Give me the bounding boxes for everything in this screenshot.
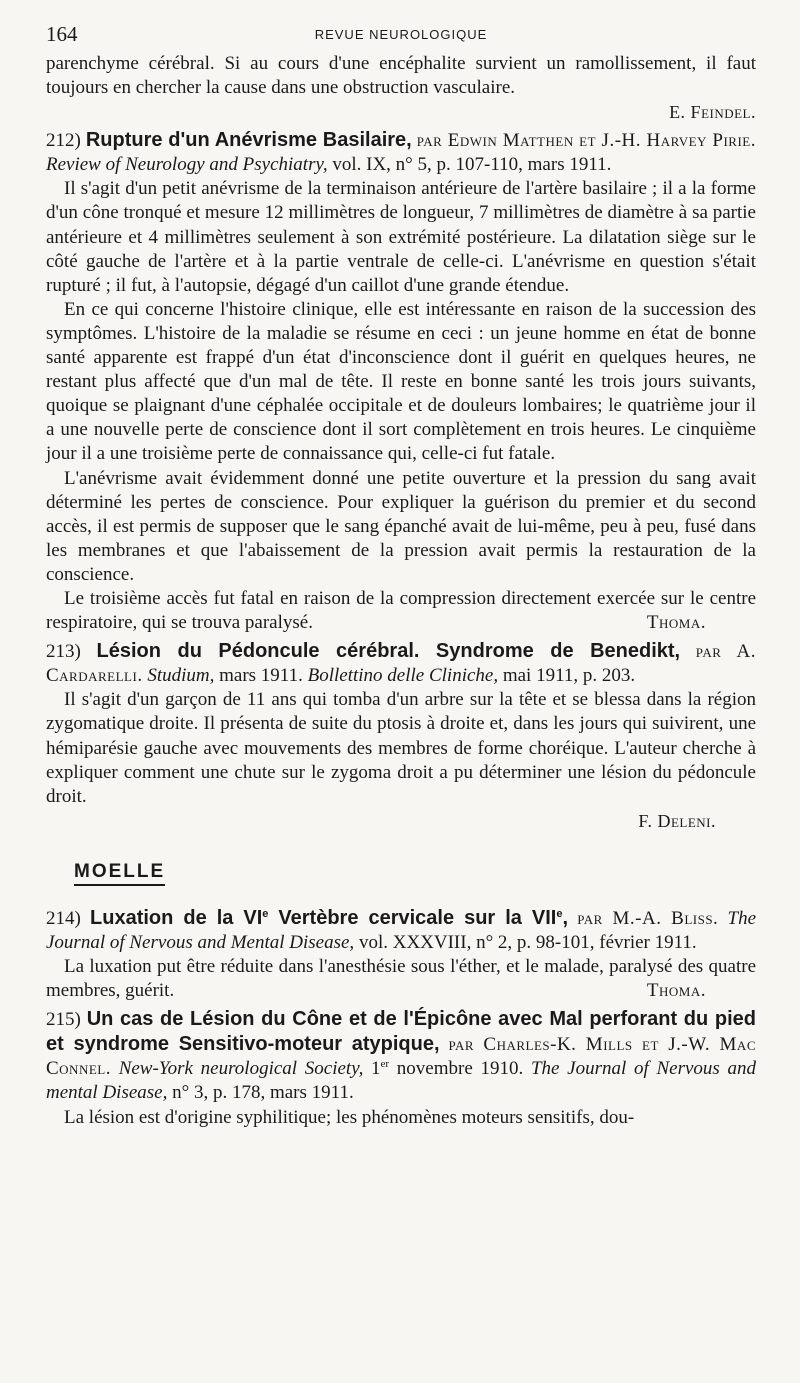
article-title: Rupture d'un Anévrisme Basilaire, — [85, 129, 412, 152]
citation-part: novembre 1910. — [389, 1058, 524, 1080]
title-part: , — [562, 906, 569, 929]
article-213 — [46, 639, 756, 833]
article-title: Lésion du Pédoncule cérébral. Syndrome de Benedikt, — [96, 640, 681, 663]
article-heading — [46, 128, 756, 177]
signature: Thoma. — [646, 980, 706, 1002]
journal-title: The Journal of Nervous and mental Disease, — [46, 1058, 757, 1104]
article-number: 215) — [46, 1009, 81, 1031]
article-212 — [46, 128, 756, 635]
body-text: Le troisième accès fut fatal en raison de la compression directement exercée sur le centre respiratoire, qui se trouva paralysé. — [46, 587, 756, 634]
article-214 — [46, 906, 756, 1003]
citation — [371, 1058, 523, 1079]
body-paragraph: Il s'agit d'un garçon de 11 ans qui tomba d'un arbre sur la tête et se blessa dans la région zygomatique droite. Il présenta de suite du ptosis à droite et, dans les jours qui suivirent, une hémiparésie gauche avec mouvements des membres de forme choréique. L'auteur cherche à expliquer comment une chute sur le zygoma droit a pu déterminer une lésion du pédoncule droit. — [46, 689, 756, 807]
article-heading — [46, 1007, 756, 1105]
article-authors: par M.-A. Bliss. — [577, 907, 719, 929]
body-paragraph: La lésion est d'origine syphilitique; les phénomènes moteurs sensitifs, dou- — [64, 1106, 635, 1128]
page — [46, 22, 756, 1130]
signature: F. Deleni. — [638, 810, 716, 831]
section-title: MOELLE — [74, 861, 165, 886]
signature: E. Feindel. — [669, 102, 756, 123]
running-title: REVUE NEUROLOGIQUE — [314, 27, 488, 42]
page-number: 164 — [46, 22, 78, 46]
citation: mai 1911, p. 203. — [502, 665, 636, 687]
journal-title: The Journal of Nervous and Mental Disease, — [46, 907, 757, 953]
journal-title: Bollettino delle Cliniche, — [307, 665, 499, 687]
article-heading — [46, 906, 756, 955]
body-text: La luxation put être réduite dans l'anesthésie sous l'éther, et le malade, paralysé des quatre membres, guérit. — [46, 956, 756, 1002]
article-title — [90, 907, 568, 929]
article-authors: par Charles-K. Mills et J.-W. Mac Connel. — [46, 1034, 756, 1080]
article-number: 213) — [46, 641, 81, 663]
article-215 — [46, 1007, 756, 1129]
title-sup: e — [556, 907, 563, 920]
citation: vol. IX, n° 5, p. 107-110, mars 1911. — [332, 154, 612, 176]
intro-paragraph: parenchyme cérébral. Si au cours d'une encéphalite survient un ramollissement, il faut toujours en chercher la cause dans une obstruction vasculaire. — [46, 53, 756, 99]
body-paragraph: L'anévrisme avait évidemment donné une petite ouverture et la pression du sang avait déterminé les pertes de conscience. Pour expliquer la guérison du premier et du second accès, il est permis de supposer que le sang épanché avait de lui-même, peu à peu, fusé dans les membranes et que l'abaissement de la pression avait permis la restauration de la conscience. — [46, 467, 756, 585]
citation: n° 3, p. 178, mars 1911. — [172, 1082, 354, 1104]
article-authors: par Edwin Matthen et J.-H. Harvey Pirie. — [416, 130, 757, 152]
citation: vol. XXXVIII, n° 2, p. 98-101, février 1911. — [358, 931, 697, 953]
journal-title: Studium, — [147, 665, 215, 687]
citation: mars 1911. — [219, 665, 303, 687]
title-sup: e — [262, 907, 269, 920]
article-title: Un cas de Lésion du Cône et de l'Épicône avec Mal perforant du pied et syndrome Sensitivo-moteur atypique, — [46, 1008, 756, 1056]
article-heading — [46, 639, 756, 688]
body-paragraph: En ce qui concerne l'histoire clinique, elle est intéressante en raison de la succession des symptômes. L'histoire de la maladie se résume en ceci : un jeune homme en état de bonne santé apparente est frappé d'un état d'inconscience dont il guérit en quelques heures, ne restant plus affecté que d'un mal de tête. Il reste en bonne santé les trois jours suivants, quoique se plaignant d'une céphalée occipitale et de douleurs lombaires; le quatrième jour il a une nouvelle perte de conscience dont il sort complètement en trois heures. Le cinquième jour il a une troisième perte de connaissance qui, celle-ci fut fatale. — [46, 298, 756, 465]
title-part: Luxation de la VI — [90, 906, 263, 929]
body-paragraph: Il s'agit d'un petit anévrisme de la terminaison antérieure de l'artère basilaire ; il a la forme d'un cône tronqué et mesure 12 millimètres de longueur, 7 millimètres de diamètre à sa partie antérieure et 4 millimètres seulement à son extrémité postérieure. La dilatation siège sur le côté gauche de l'artère et à la partie ventrale de celle-ci. L'anévrisme en question s'était rupturé ; il fut, à l'autopsie, dégagé d'un caillot d'une grande étendue. — [46, 178, 756, 296]
article-authors: par A. Cardarelli. — [46, 641, 757, 687]
citation-sup: er — [380, 1058, 390, 1071]
article-number: 214) — [46, 907, 81, 929]
title-part: Vertèbre cervicale sur la VII — [268, 906, 557, 929]
journal-title: New-York neurological Society, — [118, 1058, 364, 1080]
article-number: 212) — [46, 130, 81, 152]
page-header — [46, 22, 756, 52]
journal-title: Review of Neurology and Psychiatry, — [46, 154, 328, 176]
body-paragraph — [46, 955, 756, 1003]
signature: Thoma. — [646, 612, 706, 634]
body-paragraph — [46, 587, 756, 635]
citation-part: 1 — [371, 1058, 381, 1080]
